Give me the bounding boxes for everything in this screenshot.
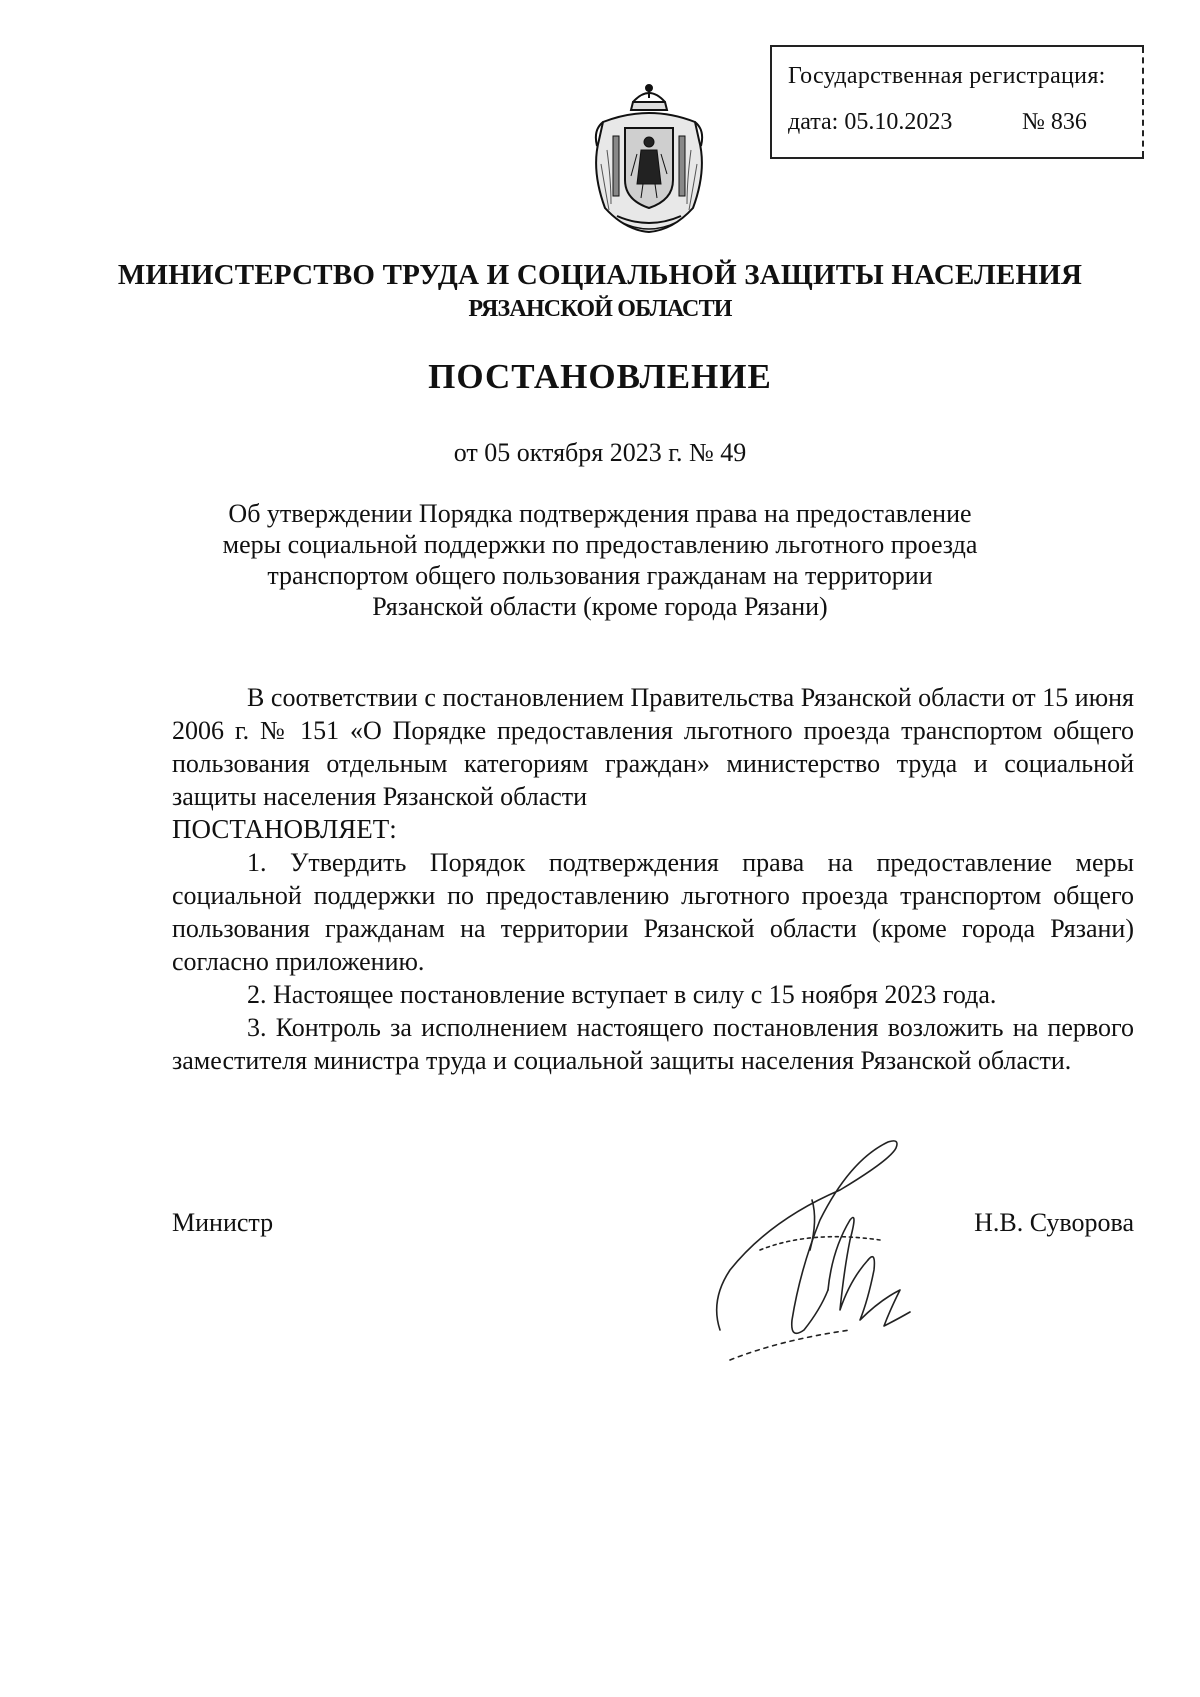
registration-stamp [770, 45, 1144, 159]
handwritten-signature [700, 1130, 970, 1380]
subject-line: Рязанской области (кроме города Рязани) [372, 592, 828, 621]
subject-line: Об утверждении Порядка подтверждения права на предоставление [228, 499, 972, 528]
clause-3: 3. Контроль за исполнением настоящего постановления возложить на первого заместителя министра труда и социальной защиты населения Рязанской области. [172, 1013, 1134, 1075]
clause-1: 1. Утвердить Порядок подтверждения права на предоставление меры социальной поддержки по предоставлению льготного проезда транспортом общего пользования гражданам на территории Рязанской области (кроме города Рязани) согласно приложению. [172, 848, 1134, 976]
decree-word: ПОСТАНОВЛЯЕТ: [172, 814, 397, 844]
coat-of-arms-icon [581, 80, 717, 240]
document-type: ПОСТАНОВЛЕНИЕ [428, 357, 772, 396]
ministry-title: МИНИСТЕРСТВО ТРУДА И СОЦИАЛЬНОЙ ЗАЩИТЫ НАСЕЛЕНИЯ [117, 259, 1083, 291]
registration-title: Государственная регистрация: [788, 63, 1106, 89]
signatory-role: Министр [172, 1208, 274, 1237]
subject-line: транспортом общего пользования гражданам на территории [267, 561, 933, 590]
preamble-paragraph: В соответствии с постановлением Правительства Рязанской области от 15 июня 2006 г. № 151 «О Порядке предоставления льготного проезда транспортом общего пользования отдельным категориям граждан» министерство труда и социальной защиты населения Рязанской области [172, 683, 1134, 811]
document-body [172, 681, 1134, 1077]
clause-2: 2. Настоящее постановление вступает в силу с 15 ноября 2023 года. [247, 980, 997, 1009]
signatory-name: Н.В. Суворова [974, 1208, 1134, 1237]
stamp-dashed-edge [1142, 47, 1144, 157]
registration-number: № 836 [1022, 109, 1087, 135]
subject-line: меры социальной поддержки по предоставлению льготного проезда [222, 530, 978, 559]
document-date-number: от 05 октября 2023 г. № 49 [453, 438, 747, 467]
document-subject [200, 498, 1000, 622]
registration-date: дата: 05.10.2023 [788, 109, 953, 135]
ministry-region: РЯЗАНСКОЙ ОБЛАСТИ [468, 296, 732, 322]
